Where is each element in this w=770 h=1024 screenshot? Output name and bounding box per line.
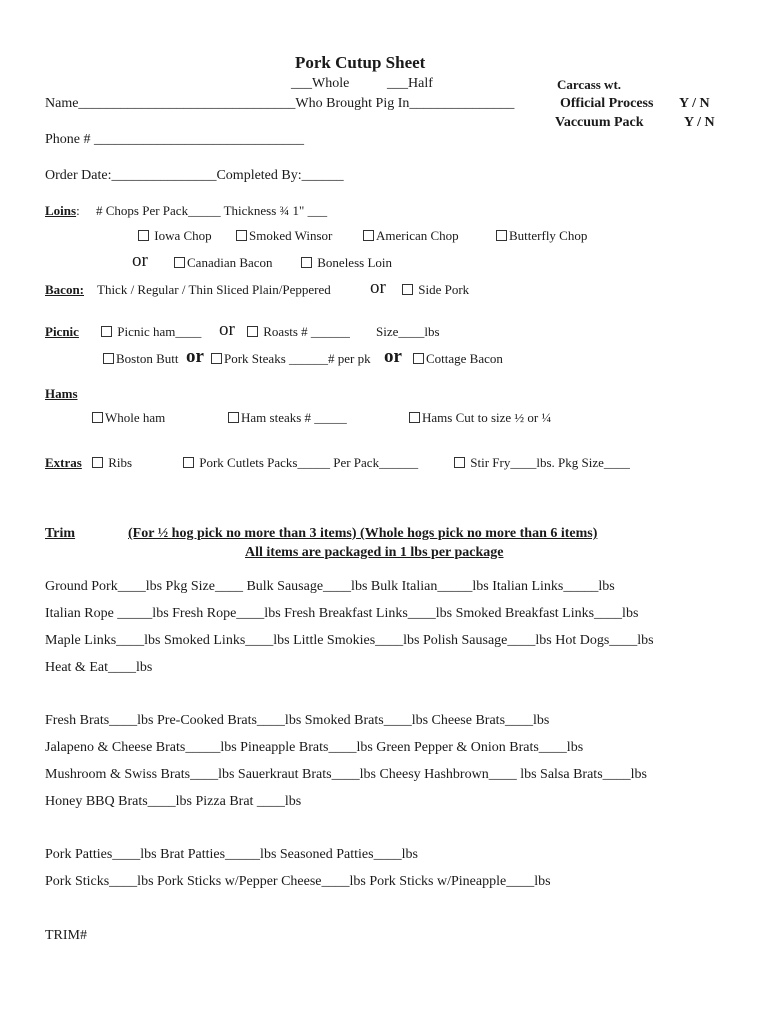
- pork-cutlets-label: Pork Cutlets Packs_____ Per Pack______: [199, 455, 419, 470]
- page-title: Pork Cutup Sheet: [295, 53, 426, 72]
- trim-note-limits: (For ½ hog pick no more than 3 items) (Whole hogs pick no more than 6 items): [128, 526, 598, 541]
- butterfly-chop-option[interactable]: [496, 229, 587, 242]
- canadian-bacon-option[interactable]: [174, 256, 273, 269]
- loins-colon: :: [76, 203, 80, 218]
- checkbox-icon[interactable]: [413, 353, 424, 364]
- trim-number-field[interactable]: TRIM#: [45, 928, 87, 943]
- ribs-option[interactable]: [92, 456, 132, 469]
- hams-cut-label: Hams Cut to size ½ or ¼: [422, 410, 552, 425]
- whole-ham-option[interactable]: [92, 411, 165, 424]
- trim-line[interactable]: Honey BBQ Brats____lbs Pizza Brat ____lbs: [45, 794, 302, 809]
- checkbox-icon[interactable]: [402, 284, 413, 295]
- pork-cutlets-option[interactable]: [183, 456, 418, 469]
- checkbox-icon[interactable]: [301, 257, 312, 268]
- chops-per-pack-field[interactable]: # Chops Per Pack_____ Thickness ¾ 1" ___: [96, 203, 328, 218]
- smoked-winsor-option[interactable]: [236, 229, 332, 242]
- trim-line[interactable]: Maple Links____lbs Smoked Links____lbs Little Smokies____lbs Polish Sausage____lbs Hot Dogs____lbs: [45, 633, 654, 648]
- trim-line[interactable]: Ground Pork____lbs Pkg Size____ Bulk Sausage____lbs Bulk Italian_____lbs Italian Links_____lbs: [45, 579, 615, 594]
- checkbox-icon[interactable]: [92, 457, 103, 468]
- hams-label: Hams: [45, 386, 78, 401]
- trim-line[interactable]: Mushroom & Swiss Brats____lbs Sauerkraut Brats____lbs Cheesy Hashbrown____ lbs Salsa Brats____lbs: [45, 767, 647, 782]
- american-chop-label: American Chop: [376, 228, 459, 243]
- roasts-label: Roasts # ______: [263, 324, 350, 339]
- checkbox-icon[interactable]: [211, 353, 222, 364]
- official-process-label: Official Process: [560, 96, 654, 111]
- boston-butt-option[interactable]: [103, 352, 179, 365]
- whole-ham-label: Whole ham: [105, 410, 166, 425]
- checkbox-icon[interactable]: [409, 412, 420, 423]
- stir-fry-option[interactable]: [454, 456, 630, 469]
- cottage-bacon-option[interactable]: [413, 352, 503, 365]
- ribs-label: Ribs: [108, 455, 133, 470]
- trim-line[interactable]: Italian Rope _____lbs Fresh Rope____lbs Fresh Breakfast Links____lbs Smoked Breakfast Links____lbs: [45, 606, 639, 621]
- picnic-ham-label: Picnic ham____: [117, 324, 202, 339]
- carcass-weight-label: Carcass wt.: [557, 77, 622, 92]
- pork-steaks-option[interactable]: [211, 352, 371, 365]
- roasts-option[interactable]: [247, 325, 350, 338]
- name-field[interactable]: Name_______________________________Who Brought Pig In_______________: [45, 96, 515, 111]
- trim-note-packaging: All items are packaged in 1 lbs per package: [245, 545, 504, 560]
- or-separator: or: [370, 277, 386, 298]
- trim-label: Trim: [45, 526, 76, 541]
- official-process-yn[interactable]: Y / N: [679, 96, 710, 111]
- or-separator: or: [186, 346, 204, 367]
- checkbox-icon[interactable]: [174, 257, 185, 268]
- iowa-chop-label: Iowa Chop: [154, 228, 212, 243]
- or-separator: or: [132, 250, 148, 271]
- checkbox-icon[interactable]: [103, 353, 114, 364]
- checkbox-icon[interactable]: [92, 412, 103, 423]
- cottage-bacon-label: Cottage Bacon: [426, 351, 503, 366]
- pork-steaks-label: Pork Steaks ______# per pk: [224, 351, 371, 366]
- picnic-ham-option[interactable]: [101, 325, 201, 338]
- phone-field[interactable]: Phone # ______________________________: [45, 132, 304, 147]
- iowa-chop-option[interactable]: [138, 229, 212, 242]
- side-pork-label: Side Pork: [418, 282, 470, 297]
- whole-option[interactable]: ___Whole: [291, 76, 350, 91]
- half-option[interactable]: ___Half: [387, 76, 433, 91]
- smoked-winsor-label: Smoked Winsor: [249, 228, 333, 243]
- checkbox-icon[interactable]: [236, 230, 247, 241]
- roast-size-field[interactable]: Size____lbs: [376, 324, 440, 339]
- vaccuum-pack-label: Vaccuum Pack: [555, 115, 644, 130]
- boneless-loin-option[interactable]: [301, 256, 392, 269]
- checkbox-icon[interactable]: [183, 457, 194, 468]
- checkbox-icon[interactable]: [496, 230, 507, 241]
- side-pork-option[interactable]: [402, 283, 469, 296]
- order-date-field[interactable]: Order Date:_______________Completed By:______: [45, 168, 344, 183]
- or-separator: or: [384, 346, 402, 367]
- checkbox-icon[interactable]: [454, 457, 465, 468]
- checkbox-icon[interactable]: [247, 326, 258, 337]
- picnic-label: Picnic: [45, 324, 79, 339]
- american-chop-option[interactable]: [363, 229, 459, 242]
- trim-line[interactable]: Heat & Eat____lbs: [45, 660, 153, 675]
- trim-line[interactable]: Jalapeno & Cheese Brats_____lbs Pineapple Brats____lbs Green Pepper & Onion Brats____lbs: [45, 740, 584, 755]
- vaccuum-pack-yn[interactable]: Y / N: [684, 115, 715, 130]
- hams-cut-option[interactable]: [409, 411, 551, 424]
- extras-label: Extras: [45, 455, 82, 470]
- trim-line[interactable]: Pork Sticks____lbs Pork Sticks w/Pepper Cheese____lbs Pork Sticks w/Pineapple____lbs: [45, 874, 551, 889]
- checkbox-icon[interactable]: [363, 230, 374, 241]
- boneless-loin-label: Boneless Loin: [317, 255, 392, 270]
- or-separator: or: [219, 319, 235, 340]
- checkbox-icon[interactable]: [101, 326, 112, 337]
- checkbox-icon[interactable]: [138, 230, 149, 241]
- bacon-label: Bacon:: [45, 282, 84, 297]
- trim-line[interactable]: Pork Patties____lbs Brat Patties_____lbs Seasoned Patties____lbs: [45, 847, 418, 862]
- bacon-options[interactable]: Thick / Regular / Thin Sliced Plain/Peppered: [97, 282, 331, 297]
- checkbox-icon[interactable]: [228, 412, 239, 423]
- trim-line[interactable]: Fresh Brats____lbs Pre-Cooked Brats____lbs Smoked Brats____lbs Cheese Brats____lbs: [45, 713, 550, 728]
- ham-steaks-option[interactable]: [228, 411, 347, 424]
- stir-fry-label: Stir Fry____lbs. Pkg Size____: [470, 455, 630, 470]
- butterfly-chop-label: Butterfly Chop: [509, 228, 588, 243]
- loins-label: Loins: [45, 203, 77, 218]
- canadian-bacon-label: Canadian Bacon: [187, 255, 273, 270]
- ham-steaks-label: Ham steaks # _____: [241, 410, 347, 425]
- boston-butt-label: Boston Butt: [116, 351, 179, 366]
